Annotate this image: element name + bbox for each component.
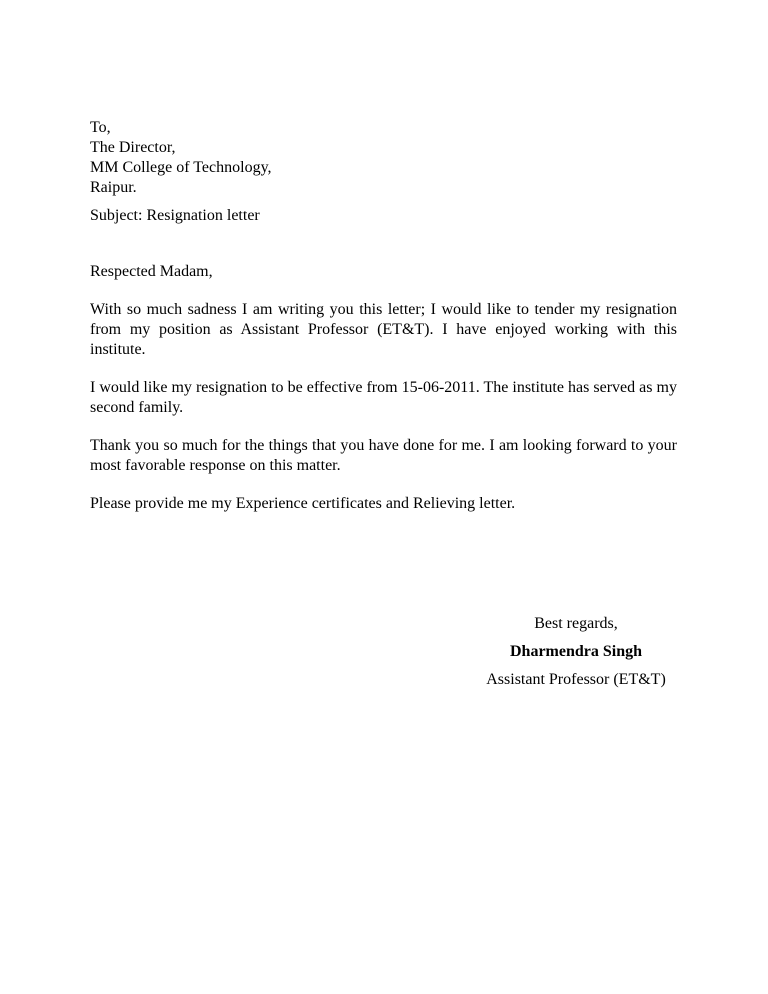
- address-to: To,: [90, 119, 111, 136]
- address-city: Raipur.: [90, 179, 137, 196]
- salutation: Respected Madam,: [90, 263, 213, 280]
- body-paragraph-3: Thank you so much for the things that you have done for me. I am looking forward to your most favorable response on this matter.: [90, 437, 677, 474]
- body-paragraph-2: I would like my resignation to be effective from 15-06-2011. The institute has served as my second family.: [90, 379, 677, 416]
- subject-line: Subject: Resignation letter: [90, 207, 260, 224]
- signer-position: Assistant Professor (ET&T): [486, 671, 666, 688]
- signer-name: Dharmendra Singh: [509, 643, 643, 660]
- recipient-address: [90, 118, 272, 198]
- body-paragraph-4: Please provide me my Experience certificates and Relieving letter.: [90, 495, 516, 512]
- closing-block: [470, 614, 682, 690]
- body-paragraph-1: With so much sadness I am writing you this letter; I would like to tender my resignation from my position as Assistant Professor (ET&T). I have enjoyed working with this institute.: [90, 301, 677, 358]
- address-organization: MM College of Technology,: [90, 159, 272, 176]
- address-title: The Director,: [90, 139, 176, 156]
- closing-regards: Best regards,: [534, 615, 618, 632]
